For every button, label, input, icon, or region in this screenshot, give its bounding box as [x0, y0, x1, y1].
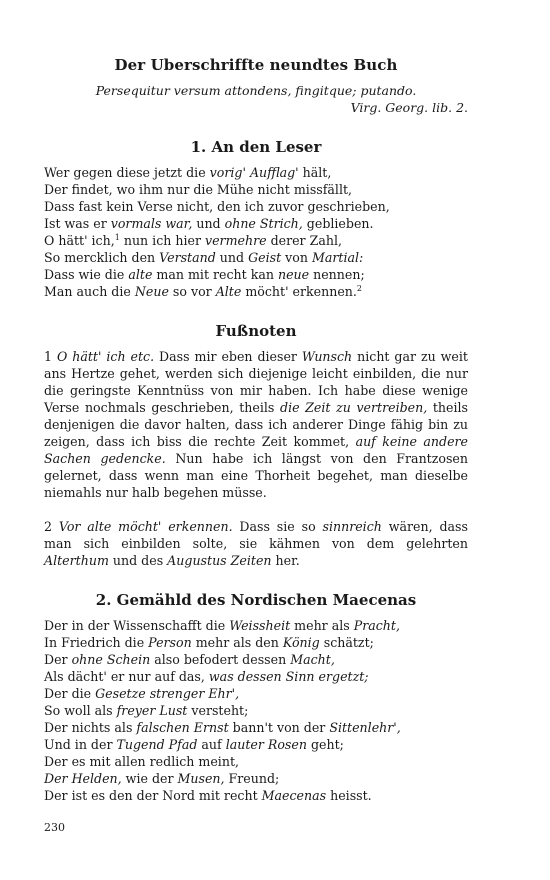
poem-2-title: 2. Gemähld des Nordischen Maecenas	[95, 591, 417, 609]
footnote-marker: 2	[356, 284, 362, 293]
verse-text: Wer gegen diese jetzt die	[44, 165, 210, 180]
footnote-text: 2	[44, 519, 59, 534]
footnote-italic: die Zeit zu vertreiben,	[280, 400, 428, 415]
verse-text: mehr als	[290, 618, 354, 633]
footnote-2	[44, 518, 468, 569]
verse-text: man mit recht kan	[152, 267, 278, 282]
verse-italic: vorig' Aufflag'	[209, 165, 299, 180]
footnote-text: Dass sie so	[232, 519, 323, 534]
verse-text: nun ich hier	[119, 233, 205, 248]
footnote-text: Nun habe ich längst von den Frantzosen gelernet, dass wenn man eine Thorheit begehet, man dieselbe niemahls nur halb begehen müsse.	[44, 451, 468, 500]
verse-text: auf	[197, 737, 226, 752]
footnote-italic: Alterthum	[44, 553, 109, 568]
verse-line	[44, 634, 468, 651]
verse-line	[44, 770, 468, 787]
verse-text: von	[281, 250, 312, 265]
verse-text: Und in der	[44, 737, 117, 752]
verse-line	[44, 719, 468, 736]
verse-line	[44, 249, 468, 266]
verse-text: Der ist es den der Nord mit recht	[44, 788, 262, 803]
verse-text: Freund;	[224, 771, 280, 786]
verse-line	[44, 617, 468, 634]
verse-line	[44, 198, 468, 215]
footnote-text: theils denjenigen die davor halten, dass ich anderer Dinge fähig bin zu zeigen, dass ich biss die rechte Zeit kommet,	[44, 400, 468, 449]
verse-italic: König	[282, 635, 320, 650]
page-number: 230	[44, 821, 65, 834]
verse-text: bann't von der	[228, 720, 330, 735]
verse-line	[44, 668, 468, 685]
verse-text: geblieben.	[302, 216, 374, 231]
footnotes	[44, 348, 468, 569]
verse-line	[44, 266, 468, 283]
verse-text: Dass wie die	[44, 267, 129, 282]
footnote-text: nicht gar zu weit ans Hertze gehet, werden sich diejenige leicht einbilden, die nur die geringste Kenntnüss von mir haben. Ich habe diese wenige Verse nochmals geschrieben, theils	[44, 349, 468, 415]
verse-text: Dass fast kein Verse nicht, den ich zuvor geschrieben,	[44, 199, 390, 214]
verse-italic: vermehre	[204, 233, 267, 248]
verse-italic: Maecenas	[261, 788, 327, 803]
footnote-text: und des	[108, 553, 168, 568]
verse-text: So woll als	[44, 703, 117, 718]
verse-italic: was dessen Sinn ergetzt;	[208, 669, 369, 684]
verse-text: Der findet, wo ihm nur die Mühe nicht missfällt,	[44, 182, 353, 197]
motto-source: Virg. Georg. lib. 2.	[350, 100, 468, 115]
verse-italic: Weissheit	[229, 618, 291, 633]
poem-1-verse	[44, 164, 468, 300]
verse-text: O hätt' ich,	[44, 233, 115, 248]
motto	[44, 82, 468, 116]
verse-line	[44, 181, 468, 198]
verse-italic: lauter Rosen	[225, 737, 307, 752]
book-title: Der Uberschriffte neundtes Buch	[114, 56, 398, 74]
verse-text: also befodert dessen	[150, 652, 291, 667]
verse-text: Der die	[44, 686, 96, 701]
page-content	[44, 56, 468, 804]
verse-text: derer Zahl,	[266, 233, 342, 248]
footnote-1	[44, 348, 468, 501]
verse-text: schätzt;	[319, 635, 374, 650]
poem-1-title: 1. An den Leser	[190, 138, 322, 156]
verse-italic: Alte	[215, 284, 242, 299]
footnote-italic: Augustus Zeiten	[167, 553, 272, 568]
verse-line	[44, 164, 468, 181]
motto-quote: Persequitur versum attondens, fingitque; putando.	[95, 83, 417, 98]
verse-text: versteht;	[187, 703, 249, 718]
verse-line	[44, 215, 468, 232]
verse-italic: neue	[277, 267, 310, 282]
verse-line	[44, 702, 468, 719]
footnote-text: wären, dass man sich einbilden solte, sie kähmen von dem gelehrten	[44, 519, 468, 551]
footnotes-title: Fußnoten	[215, 322, 297, 340]
verse-text: Der	[44, 652, 72, 667]
verse-line	[44, 651, 468, 668]
verse-italic: ohne Schein	[71, 652, 151, 667]
poem-2-verse	[44, 617, 468, 804]
verse-italic: Gesetze strenger Ehr',	[95, 686, 240, 701]
verse-text: Der in der Wissenschafft die	[44, 618, 230, 633]
verse-text: möcht' erkennen.	[241, 284, 357, 299]
verse-italic: ohne Strich,	[224, 216, 303, 231]
verse-text: so vor	[168, 284, 216, 299]
verse-text: So mercklich den	[44, 250, 160, 265]
verse-italic: Verstand	[159, 250, 216, 265]
footnote-italic: auf keine andere Sachen gedencke.	[44, 434, 469, 466]
verse-text: mehr als den	[191, 635, 283, 650]
footnote-italic: Wunsch	[301, 349, 353, 364]
verse-italic: Sittenlehr',	[329, 720, 401, 735]
verse-italic: vormals war,	[110, 216, 193, 231]
verse-text: wie der	[121, 771, 178, 786]
verse-text: geht;	[306, 737, 344, 752]
verse-italic: falschen Ernst	[136, 720, 229, 735]
verse-italic: Martial:	[312, 250, 364, 265]
verse-text: Man auch die	[44, 284, 135, 299]
verse-line	[44, 736, 468, 753]
footnote-text: 1	[44, 349, 57, 364]
verse-italic: freyer Lust	[116, 703, 188, 718]
verse-text: heisst.	[326, 788, 372, 803]
verse-italic: Der Helden,	[44, 771, 122, 786]
verse-text: hält,	[298, 165, 332, 180]
verse-italic: alte	[128, 267, 153, 282]
verse-italic: Musen,	[177, 771, 225, 786]
verse-text: Der es mit allen redlich meint,	[44, 754, 240, 769]
verse-text: Als dächt' er nur auf das,	[44, 669, 209, 684]
verse-italic: Pracht,	[353, 618, 400, 633]
verse-line	[44, 787, 468, 804]
verse-italic: Macht,	[290, 652, 335, 667]
footnote-italic: Vor alte möcht' erkennen.	[58, 519, 233, 534]
verse-line	[44, 232, 468, 249]
verse-italic: Neue	[134, 284, 169, 299]
verse-text: Ist was er	[44, 216, 111, 231]
verse-text: nennen;	[309, 267, 365, 282]
verse-italic: Person	[148, 635, 192, 650]
footnote-marker: 1	[114, 233, 120, 242]
verse-text: und	[192, 216, 225, 231]
footnote-italic: O hätt' ich etc.	[56, 349, 155, 364]
verse-line	[44, 685, 468, 702]
footnote-text: her.	[271, 553, 300, 568]
footnote-text: Dass mir eben dieser	[154, 349, 302, 364]
verse-italic: Tugend Pfad	[116, 737, 198, 752]
verse-text: In Friedrich die	[44, 635, 149, 650]
verse-italic: Geist	[248, 250, 282, 265]
verse-text: und	[215, 250, 249, 265]
verse-text: Der nichts als	[44, 720, 137, 735]
verse-line	[44, 753, 468, 770]
verse-line	[44, 283, 468, 300]
footnote-italic: sinnreich	[322, 519, 382, 534]
